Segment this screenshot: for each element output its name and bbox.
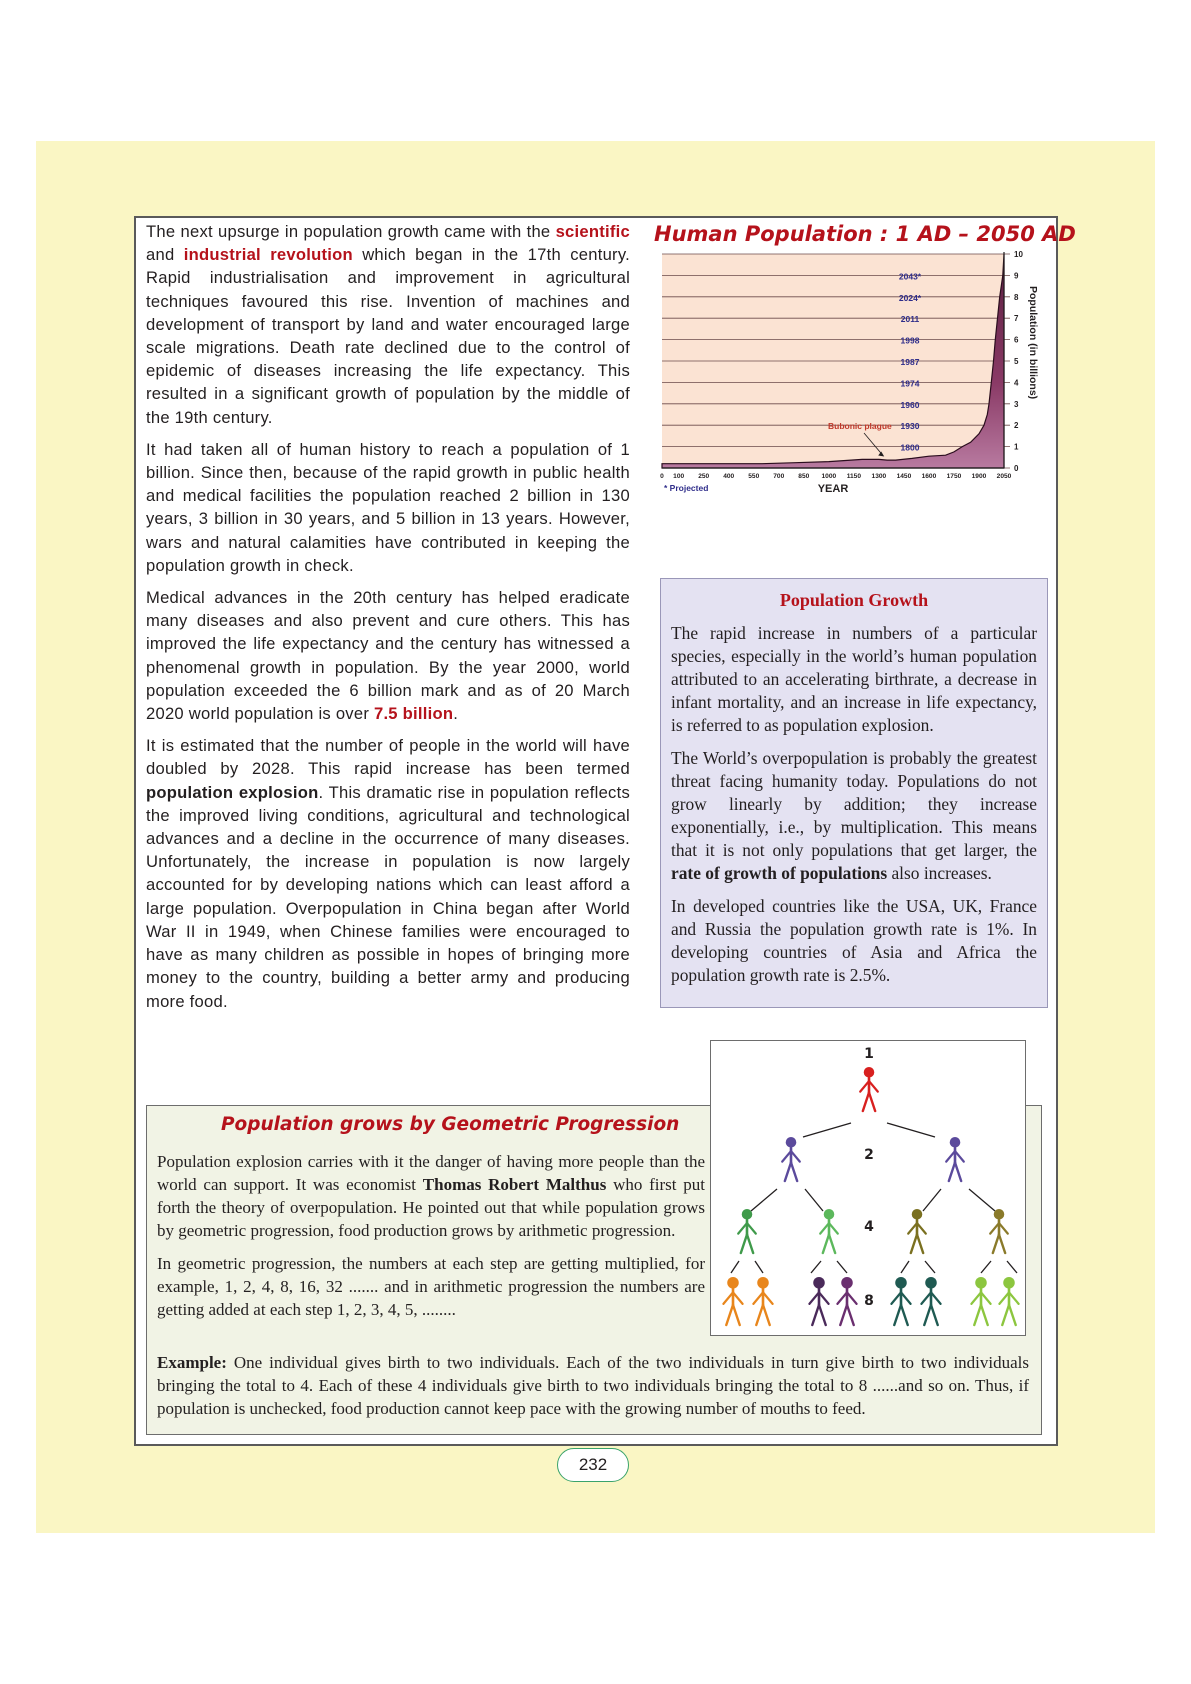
y-tick-label: 2 bbox=[1014, 421, 1019, 431]
progression-tree-diagram bbox=[710, 1040, 1026, 1336]
x-tick-label: 700 bbox=[773, 473, 785, 480]
geo-progression-paragraph: In geometric progression, the numbers at each step are getting multiplied, for example, 1, 2, 4, 8, 16, 32 ....... and in arithmetic progression the numbers are getting added at each step 1, 2, 3, 4, 5, ........ bbox=[157, 1254, 705, 1319]
tree-svg bbox=[711, 1041, 1027, 1337]
paragraph-revolution: The next upsurge in population growth came with the scientific and industrial revolution which began in the 17th century. Rapid industrialisation and improvement in agricultural techniques favoured this rise. Invention of machines and development of transport by land and water encouraged large scale migrations. Death rate declined due to the control of epidemic of diseases increasing the life expectancy. This resulted in a significant growth of population by the middle of the 19th century. bbox=[146, 222, 631, 427]
tree-connector bbox=[887, 1123, 935, 1137]
tree-connector bbox=[981, 1261, 991, 1273]
x-axis-label: YEAR bbox=[817, 483, 849, 495]
growth-definition: The rapid increase in numbers of a particular species, especially in the world’s human population attributed to an accelerating birthrate, a decrease in infant mortality, and an increase in life expectancy, is referred to as population explosion. bbox=[671, 623, 1037, 735]
x-tick-label: 1000 bbox=[821, 473, 837, 480]
chart-title: Human Population : 1 AD – 2050 AD bbox=[654, 222, 1076, 246]
person-icon bbox=[837, 1277, 856, 1325]
x-tick-label: 550 bbox=[748, 473, 760, 480]
person-icon bbox=[971, 1277, 990, 1325]
population-growth-box bbox=[660, 578, 1048, 1008]
person-icon bbox=[753, 1277, 772, 1325]
geo-malthus-paragraph: Population explosion carries with it the danger of having more people than the world can support. It was economist Thomas Robert Malthus who first put forth the theory of overpopulation. He pointed out that while population grows by geometric progression, food production grows by arithmetic progression. bbox=[157, 1152, 706, 1240]
tree-connector bbox=[923, 1189, 941, 1211]
y-axis-label: Population (in billions) bbox=[1027, 286, 1039, 400]
milestone-label: 1930 bbox=[900, 421, 920, 432]
person-icon bbox=[782, 1137, 800, 1181]
tree-connector bbox=[731, 1261, 739, 1273]
person-icon bbox=[990, 1209, 1008, 1253]
person-icon bbox=[999, 1277, 1018, 1325]
person-icon bbox=[809, 1277, 828, 1325]
term-7-5-billion: 7.5 billion bbox=[373, 704, 454, 724]
x-tick-label: 1450 bbox=[896, 473, 912, 480]
milestone-label: 1998 bbox=[900, 335, 920, 346]
y-tick-label: 4 bbox=[1014, 378, 1019, 388]
milestone-label: 1960 bbox=[900, 399, 920, 410]
example-text: One individual gives birth to two individuals. Each of the two individuals in turn give birth to two individuals bringing the total to 4. Each of these 4 individuals give birth to two individuals bringing the total to 8 ......and so on. Thus, if population is unchecked, food production cannot keep pace with the growing number of mouths to feed. bbox=[157, 1353, 1029, 1418]
milestone-label: 1800 bbox=[900, 442, 920, 453]
growth-box-title: Population Growth bbox=[779, 590, 929, 610]
x-tick-label: 250 bbox=[698, 473, 710, 480]
tree-connector bbox=[803, 1123, 851, 1137]
y-tick-label: 9 bbox=[1014, 271, 1019, 281]
term-industrial-revolution: industrial revolution bbox=[183, 245, 353, 265]
tree-level-label: 4 bbox=[864, 1219, 874, 1235]
tree-level-label: 1 bbox=[864, 1046, 874, 1062]
x-tick-label: 400 bbox=[723, 473, 735, 480]
y-tick-label: 6 bbox=[1014, 335, 1019, 345]
example-label: Example: bbox=[157, 1353, 227, 1372]
tree-level-label: 8 bbox=[864, 1293, 874, 1309]
person-icon bbox=[738, 1209, 756, 1253]
growth-rates: In developed countries like the USA, UK, France and Russia the population growth rate is 1%. In developing countries of Asia and Africa the population growth rate is 2.5%. bbox=[671, 896, 1037, 985]
tree-connector bbox=[969, 1189, 995, 1211]
tree-connector bbox=[901, 1261, 909, 1273]
milestone-label: 1987 bbox=[900, 357, 920, 367]
y-tick-label: 1 bbox=[1014, 442, 1019, 452]
geo-box-title: Population grows by Geometric Progression bbox=[221, 1114, 680, 1135]
person-icon bbox=[908, 1209, 926, 1253]
paragraph-billion-history: It had taken all of human history to reach a population of 1 billion. Since then, because of the rapid growth in public health and medical facilities the population reached 2 billion in 130 years, 3 billion in 30 years, and 5 billion in 13 years. However, wars and natural calamities have contributed in keeping the population growth in check. bbox=[146, 439, 630, 575]
page-number: 232 bbox=[557, 1448, 629, 1482]
geo-example bbox=[157, 1351, 1029, 1420]
y-tick-label: 8 bbox=[1014, 292, 1019, 302]
growth-overpopulation: The World’s overpopulation is probably the greatest threat facing humanity today. Populations do not grow linearly by addition; they increase exponentially, i.e., by multiplication. This means that it is not only populations that get larger, the rate of growth of populations also increases. bbox=[671, 748, 1037, 883]
person-icon bbox=[820, 1209, 838, 1253]
tree-connector bbox=[837, 1261, 847, 1273]
paragraph-medical-advances: Medical advances in the 20th century has helped eradicate many diseases and also prevent and cure others. This has improved the life expectancy and the century has witnessed a phenomenal growth in population. By the year 2000, world population exceeded the 6 billion mark and as of 20 March 2020 world population is over 7.5 billion. bbox=[146, 588, 630, 724]
term-scientific: scientific bbox=[555, 222, 630, 241]
y-tick-label: 10 bbox=[1014, 250, 1023, 259]
x-tick-label: 1750 bbox=[946, 473, 962, 480]
tree-connector bbox=[811, 1261, 821, 1273]
x-tick-label: 1600 bbox=[921, 473, 937, 480]
y-tick-label: 3 bbox=[1014, 399, 1019, 409]
tree-connector bbox=[1007, 1261, 1017, 1273]
x-tick-label: 1900 bbox=[971, 473, 987, 480]
x-tick-label: 100 bbox=[673, 473, 685, 480]
person-icon bbox=[723, 1277, 742, 1325]
geo-box-text bbox=[157, 1150, 705, 1331]
population-chart bbox=[652, 246, 1048, 536]
x-tick-label: 0 bbox=[660, 473, 664, 480]
person-icon bbox=[946, 1137, 964, 1181]
milestone-label: 1974 bbox=[900, 378, 920, 389]
tree-connector bbox=[755, 1261, 763, 1273]
tree-connector bbox=[751, 1189, 777, 1211]
x-tick-label: 2050 bbox=[996, 473, 1012, 480]
person-icon bbox=[891, 1277, 910, 1325]
tree-connector bbox=[925, 1261, 935, 1273]
paragraph-population-explosion: It is estimated that the number of people in the world will have doubled by 2028. This rapid increase has been termed population explosion. This dramatic rise in population reflects the improved living conditions, agricultural and technological advances and a decline in the occurrence of many diseases. Unfortunately, the increase in population is now largely accounted for by developing nations which can least afford a large population. Overpopulation in China began after World War II in 1949, when Chinese families were encouraged to have as many children as possible in hopes of bringing more money to the country, building a better army and producing more food. bbox=[146, 736, 630, 1011]
tree-connector bbox=[805, 1189, 823, 1211]
tree-level-label: 2 bbox=[864, 1147, 874, 1163]
term-population-explosion: population explosion bbox=[146, 782, 319, 802]
x-tick-label: 850 bbox=[798, 473, 810, 480]
footnote-projected: * Projected bbox=[664, 483, 709, 493]
term-malthus: Thomas Robert Malthus bbox=[422, 1175, 607, 1194]
person-icon bbox=[921, 1277, 940, 1325]
main-text-column bbox=[146, 220, 630, 1022]
y-tick-label: 0 bbox=[1014, 464, 1019, 473]
annotation-bubonic-plague: Bubonic plague bbox=[828, 421, 892, 431]
person-icon bbox=[860, 1067, 878, 1111]
x-tick-label: 1300 bbox=[871, 473, 887, 480]
term-rate-of-growth: rate of growth of populations bbox=[671, 863, 888, 883]
y-tick-label: 7 bbox=[1014, 314, 1019, 324]
x-tick-label: 1150 bbox=[846, 473, 862, 480]
milestone-label: 2024* bbox=[898, 292, 922, 303]
milestone-label: 2043* bbox=[898, 271, 922, 282]
y-tick-label: 5 bbox=[1014, 357, 1019, 366]
milestone-label: 2011 bbox=[900, 314, 920, 325]
